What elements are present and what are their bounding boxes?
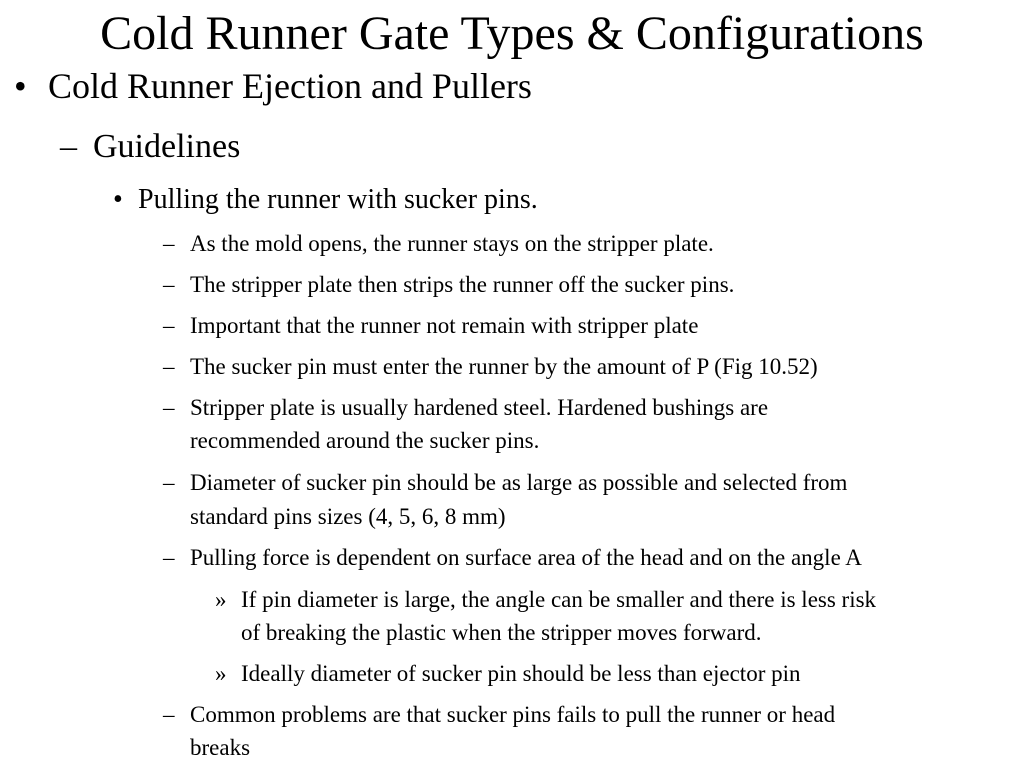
raquo-marker: » bbox=[215, 661, 227, 686]
list-item-continuation: breaks bbox=[190, 735, 251, 760]
bullet-marker: • bbox=[14, 66, 27, 106]
list-item: The sucker pin must enter the runner by the amount of P (Fig 10.52) bbox=[190, 354, 818, 379]
slide-title: Cold Runner Gate Types & Configurations bbox=[100, 7, 924, 60]
list-item: The stripper plate then strips the runner off the sucker pins. bbox=[190, 272, 735, 297]
list-item: Diameter of sucker pin should be as large as possible and selected from bbox=[190, 470, 848, 495]
list-item-continuation: recommended around the sucker pins. bbox=[190, 428, 540, 453]
level1-heading: Cold Runner Ejection and Pullers bbox=[48, 66, 532, 106]
list-item: Common problems are that sucker pins fails to pull the runner or head bbox=[190, 702, 836, 727]
sub-list-item: Ideally diameter of sucker pin should be less than ejector pin bbox=[241, 661, 801, 686]
dash-marker: – bbox=[60, 128, 77, 165]
dash-marker: – bbox=[163, 231, 175, 256]
dash-marker: – bbox=[163, 313, 175, 338]
bullet-marker: • bbox=[113, 184, 123, 215]
list-item: As the mold opens, the runner stays on the stripper plate. bbox=[190, 231, 714, 256]
dash-marker: – bbox=[163, 272, 175, 297]
list-item: Pulling force is dependent on surface area of the head and on the angle A bbox=[190, 545, 862, 570]
dash-marker: – bbox=[163, 470, 175, 495]
dash-marker: – bbox=[163, 702, 175, 727]
dash-marker: – bbox=[163, 545, 175, 570]
list-item-continuation: standard pins sizes (4, 5, 6, 8 mm) bbox=[190, 504, 506, 529]
list-item: Stripper plate is usually hardened steel. Hardened bushings are bbox=[190, 395, 769, 420]
list-item: Important that the runner not remain with stripper plate bbox=[190, 313, 699, 338]
sub-list-item: If pin diameter is large, the angle can be smaller and there is less risk bbox=[241, 587, 877, 612]
raquo-marker: » bbox=[215, 587, 227, 612]
level3-heading: Pulling the runner with sucker pins. bbox=[138, 184, 538, 215]
sub-list-item-continuation: of breaking the plastic when the stripper moves forward. bbox=[241, 620, 762, 645]
dash-marker: – bbox=[163, 395, 175, 420]
dash-marker: – bbox=[163, 354, 175, 379]
level2-heading: Guidelines bbox=[93, 128, 241, 165]
